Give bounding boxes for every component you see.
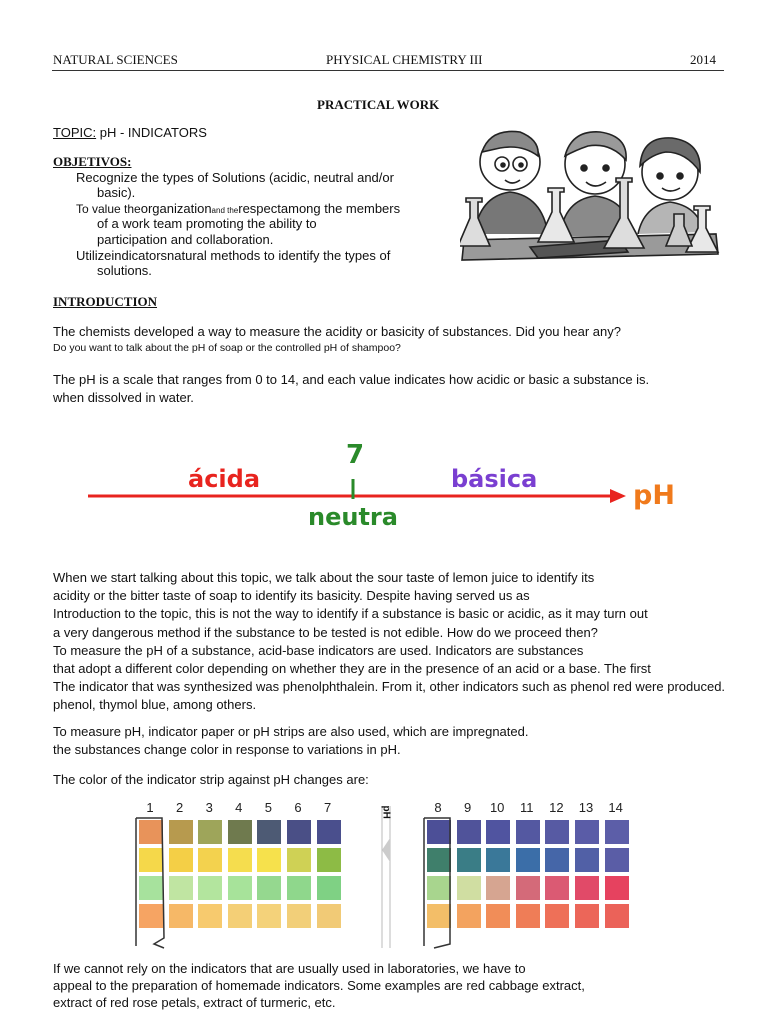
ph-definition-line: when dissolved in water. — [53, 390, 194, 405]
ph-number-label: 13 — [578, 800, 594, 815]
body-line: Introduction to the topic, this is not the way to identify if a substance is basic or acidic, as it may turn out — [53, 606, 648, 622]
ph-number-label: 11 — [520, 800, 534, 815]
strip-caption: The color of the indicator strip against pH changes are: — [53, 772, 369, 787]
strip-outlines — [134, 798, 650, 950]
objective-text: organization — [140, 201, 212, 216]
scale-arrowhead — [610, 489, 626, 503]
ph-number-label: 1 — [146, 800, 154, 815]
ph-number-label: 9 — [463, 800, 472, 815]
ph-number-label: 14 — [608, 800, 623, 815]
objective-line: of a work team promoting the ability to — [97, 216, 317, 231]
topic-line — [53, 125, 207, 141]
body-paragraph — [53, 570, 725, 714]
ph-number-label: 8 — [434, 800, 442, 815]
body-line: If we cannot rely on the indicators that are usually used in laboratories, we have to — [53, 961, 526, 976]
body-line: To measure pH, indicator paper or pH strips are also used, which are impregnated. — [53, 724, 529, 739]
ph-strip-chart — [134, 798, 650, 950]
topic-value: pH - INDICATORS — [99, 125, 207, 140]
ph-scale-diagram — [80, 436, 680, 536]
header-left: NATURAL SCIENCES — [53, 52, 178, 67]
objective-item — [76, 248, 390, 263]
document-title: PRACTICAL WORK — [317, 97, 440, 112]
header-rule — [52, 70, 724, 71]
introduction-heading: INTRODUCTION — [53, 294, 158, 309]
body-line: The indicator that was synthesized was phenolphthalein. From it, other indicators such as phenol red were produced. — [53, 679, 726, 695]
topic-label: TOPIC: — [53, 125, 97, 140]
body-line: that adopt a different color depending on whether they are in the presence of an acid or a base. The first — [53, 661, 651, 677]
header-center: PHYSICAL CHEMISTRY III — [326, 52, 483, 67]
acid-label: ácida — [188, 465, 261, 493]
basic-label: básica — [451, 465, 538, 493]
intro-paragraph: The chemists developed a way to measure the acidity or basicity of substances. Did you hear any? — [53, 324, 621, 339]
objective-text: and the — [211, 206, 239, 215]
objective-item: Recognize the types of Solutions (acidic, neutral and/or — [76, 170, 394, 185]
body-paragraph — [53, 724, 528, 758]
ph-number-label: 4 — [235, 800, 243, 815]
objectives-heading: OBJETIVOS: — [53, 154, 132, 169]
ph-number-label: 12 — [549, 800, 564, 815]
children-lab-illustration — [460, 122, 722, 288]
center-marker-icon — [382, 838, 390, 862]
objective-text: To value the — [76, 202, 141, 216]
objective-text: indicators — [111, 248, 168, 263]
right-strip-edge — [424, 818, 450, 948]
objective-line: basic). — [97, 185, 136, 200]
body-line: To measure the pH of a substance, acid-base indicators are used. Indicators are substances — [53, 642, 584, 658]
ph-number-label: 6 — [294, 800, 302, 815]
ph-number-label: 5 — [264, 800, 272, 815]
ph-number-label: 7 — [323, 800, 332, 815]
objective-text: natural methods to identify the types of — [167, 248, 391, 263]
objective-text: Utilize — [76, 248, 112, 263]
header-year: 2014 — [690, 52, 716, 67]
neutral-label: neutra — [308, 503, 398, 531]
body-line: When we start talking about this topic, we talk about the sour taste of lemon juice to identify its — [53, 570, 595, 585]
body-line: a very dangerous method if the substance to be tested is not edible. How do we proceed then? — [53, 624, 598, 640]
intro-note: Do you want to talk about the pH of soap or the controlled pH of shampoo? — [53, 342, 401, 354]
body-line: acidity or the bitter taste of soap to identify its basicity. Despite having served us as — [53, 588, 530, 604]
body-line: phenol, thymol blue, among others. — [53, 697, 257, 713]
body-line: extract of red rose petals, extract of turmeric, etc. — [53, 995, 336, 1011]
objective-text: among the members — [280, 201, 401, 216]
left-strip-edge — [136, 818, 164, 948]
body-paragraph — [53, 961, 585, 1012]
ph-number-label: 3 — [205, 800, 213, 815]
body-line: appeal to the preparation of homemade indicators. Some examples are red cabbage extract, — [53, 978, 585, 994]
objective-text: respect — [238, 201, 281, 216]
center-ph-label: pH — [380, 805, 392, 819]
ph-definition-line: The pH is a scale that ranges from 0 to 14, and each value indicates how acidic or basic a substance is. — [53, 372, 650, 387]
objective-line: participation and collaboration. — [97, 232, 274, 247]
ph-number-label: 2 — [175, 800, 184, 815]
body-line: the substances change color in response to variations in pH. — [53, 742, 401, 758]
ph-number-label: 10 — [489, 800, 505, 815]
neutral-value: 7 — [346, 440, 365, 470]
ph-unit-label: pH — [633, 480, 675, 511]
objective-line: solutions. — [97, 263, 152, 278]
